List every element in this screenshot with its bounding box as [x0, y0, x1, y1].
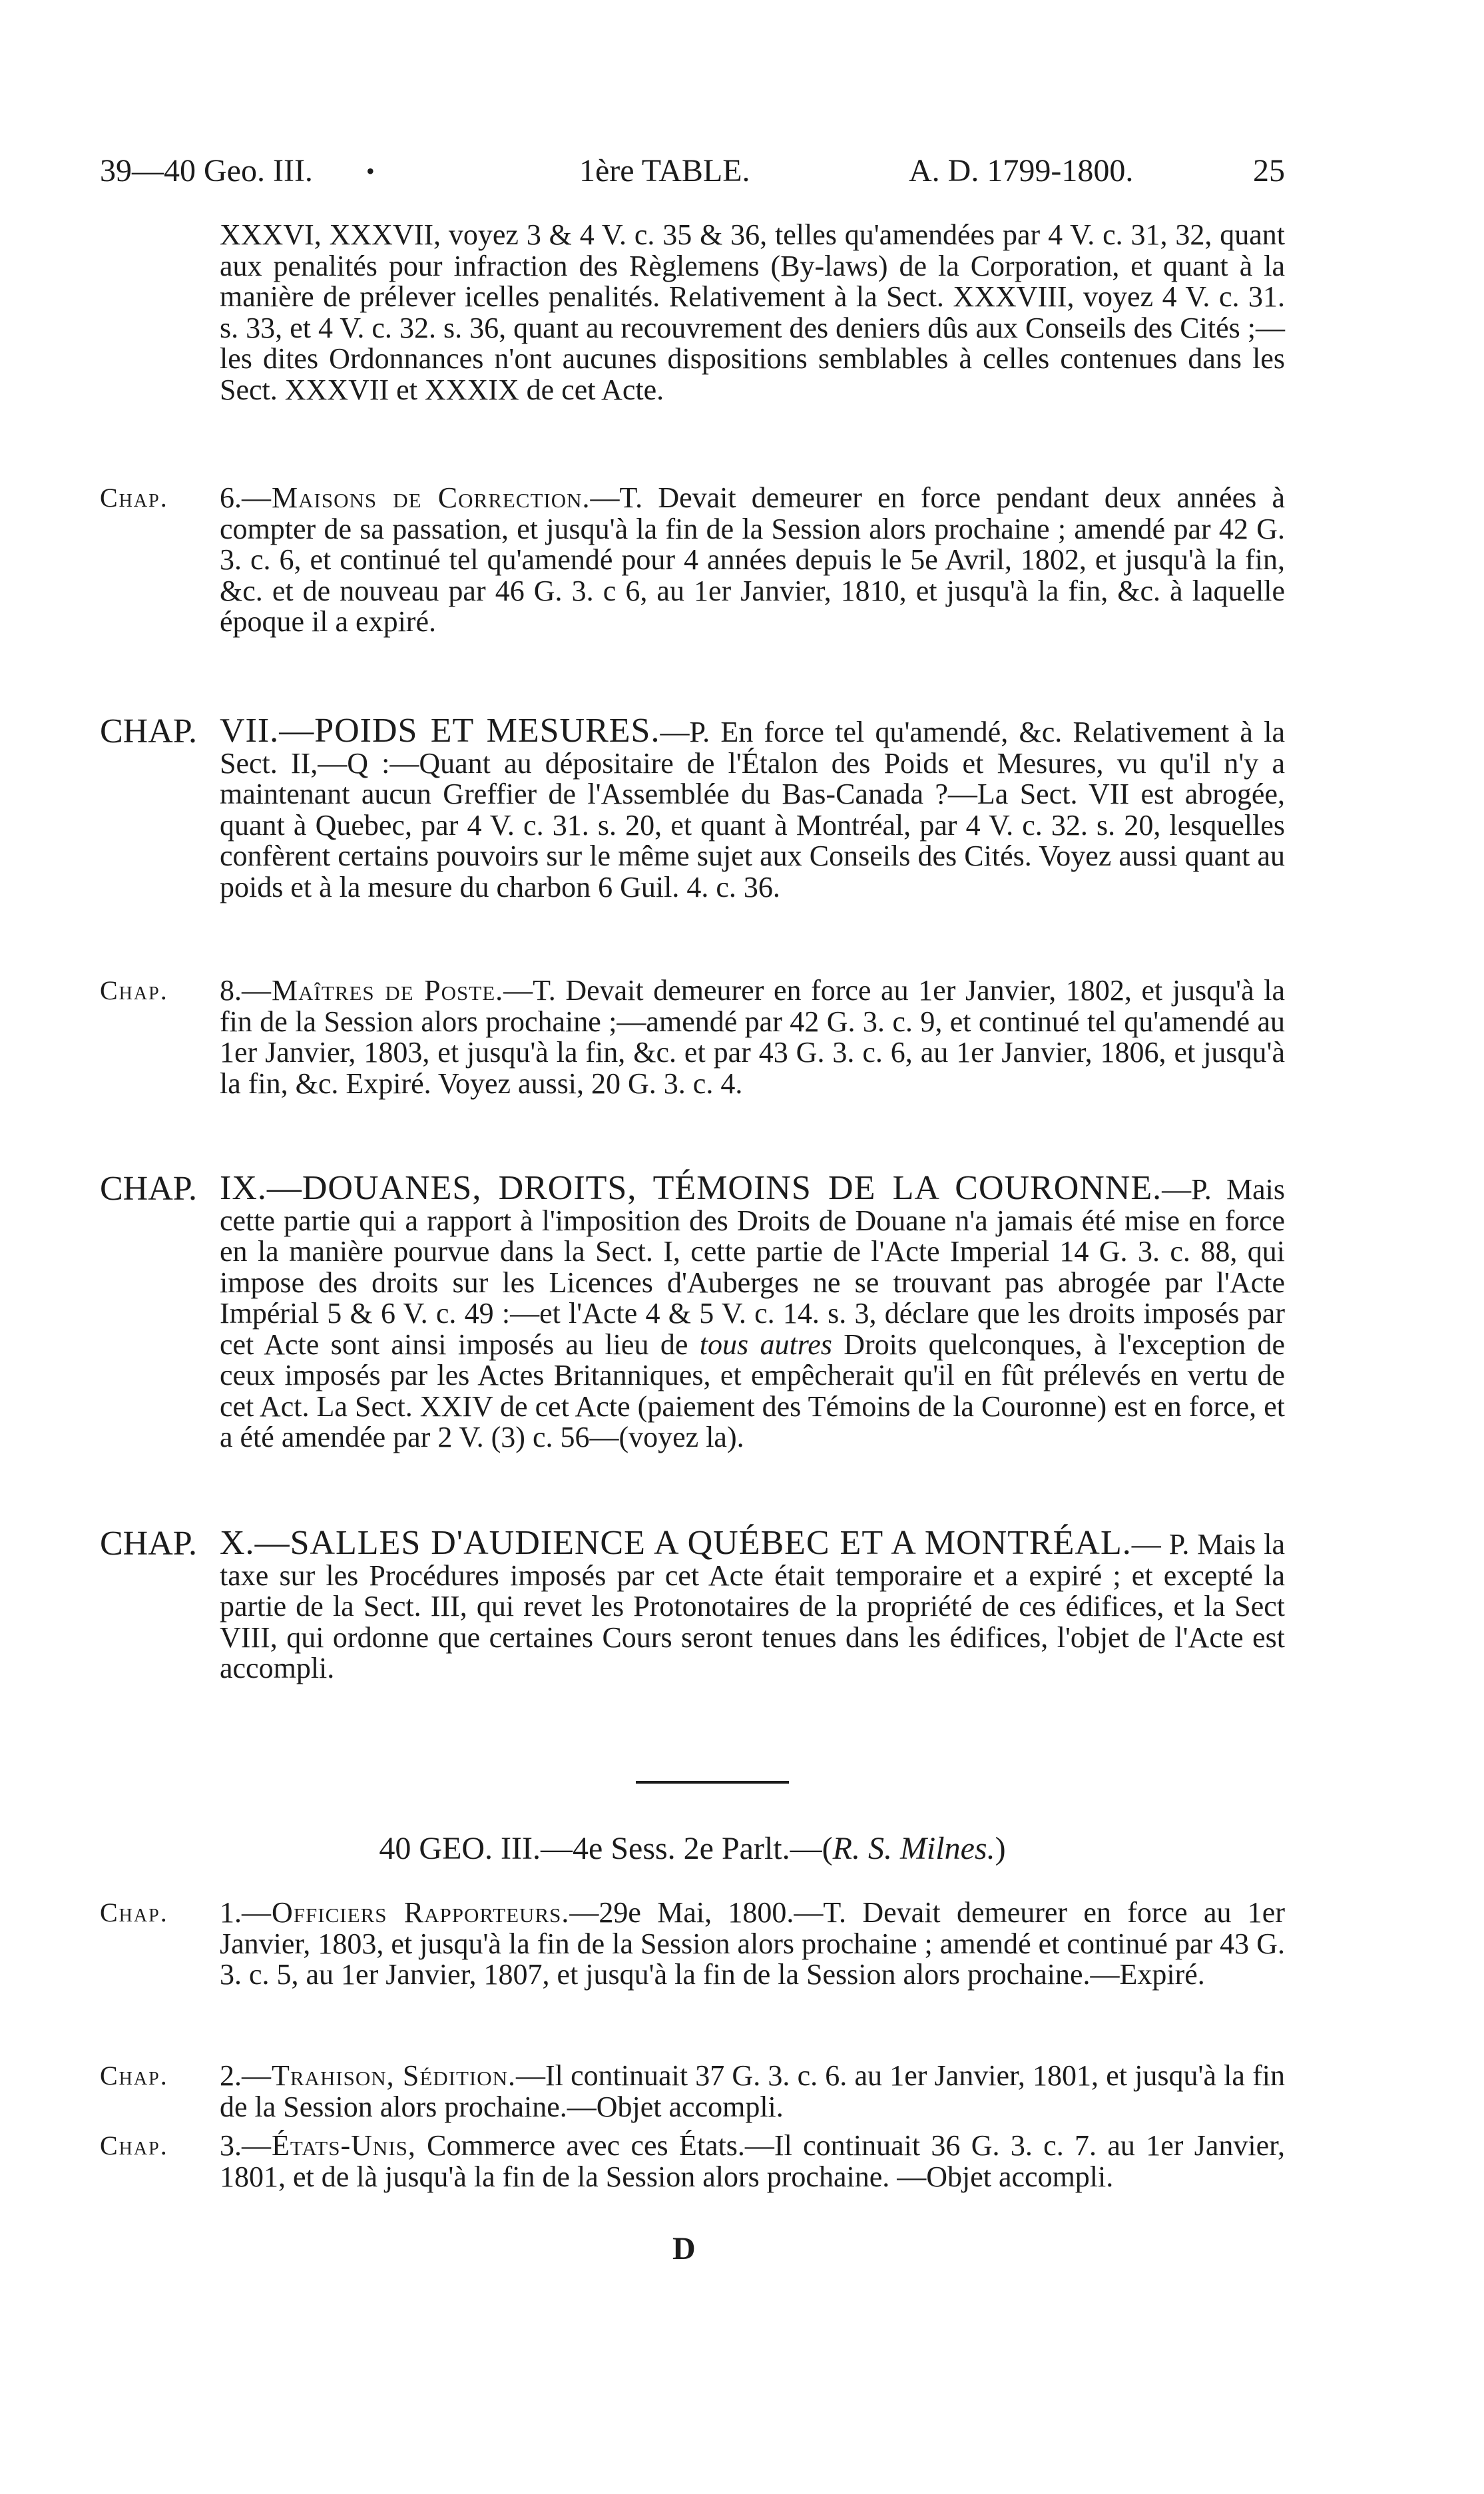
signature-mark: D [672, 2231, 696, 2266]
chapter-body [220, 1897, 1285, 1991]
chapter-label: CHAP. [100, 1525, 197, 1563]
chapter-entry [100, 483, 1285, 638]
chapter-title: —Maîtres de Poste. [242, 974, 504, 1007]
session-close: ) [995, 1831, 1006, 1866]
running-header [100, 148, 1285, 194]
chapter-entry [100, 2130, 1285, 2192]
chapter-number: X. [220, 1524, 255, 1562]
chapter-text-continued: Droits quelconques, à l'exception de ceux imposés par les Actes Britanniques, et empêcherait qu'il en fût prélevés en vertu de cet Act. La Sect. XXIV de cet Acte (paiement des Témoins de la Couronne) est en force, et a été amendée par 2 V. (3) c. 56—(voyez la). [220, 1328, 1285, 1453]
session-title: 40 GEO. III.—4e Sess. 2e Parlt.—( [379, 1831, 833, 1866]
chapter-number: 8. [220, 974, 242, 1007]
chapter-entry [100, 975, 1285, 1099]
chapter-text: —P. En force tel qu'amendé, &c. Relativement à la Sect. II,—Q :—Quant au dépositaire de l'Étalon des Poids et Mesures, vu qu'il n'y a maintenant aucun Greffier de l'Assemblée du Bas-Canada ?—La Sect. VII est abrogée, quant à Quebec, par 4 V. c. 31. s. 20, et quant à Montréal, par 4 V. c. 32. s. 20, lesquelles confèrent certains pouvoirs sur le même sujet aux Conseils des Cités. Voyez aussi quant au poids et à la mesure du charbon 6 Guil. 4. c. 36. [220, 716, 1285, 903]
chapter-text: —T. Devait demeurer en force pendant deux années à compter de sa passation, et jusqu'à la fin de la Session alors prochaine ; amendé par 42 G. 3. c. 6, et continué tel qu'amendé pour 4 années depuis le 5e Avril, 1802, et jusqu'à la fin, &c. et de nouveau par 46 G. 3. c 6, au 1er Janvier, 1810, et jusqu'à la fin, &c. à laquelle époque il a expiré. [220, 481, 1285, 638]
header-title: 1ère TABLE. [579, 153, 750, 188]
chapter-title: —Officiers Rapporteurs. [242, 1896, 570, 1929]
chapter-title: —États-Unis, [242, 2129, 416, 2162]
page-number: 25 [1253, 153, 1285, 188]
chapter-title: —SALLES D'AUDIENCE A QUÉBEC ET A MONTRÉAL. [254, 1524, 1132, 1562]
header-date: A. D. 1799-1800. [909, 153, 1134, 188]
chapter-body [220, 712, 1285, 903]
session-heading [100, 1829, 1285, 1869]
chapter-label: Chap. [100, 2130, 168, 2160]
section-divider [636, 1781, 789, 1784]
chapter-text: —Il continuait 37 G. 3. c. 6. au 1er Janvier, 1801, et jusqu'à la fin de la Session alors prochaine.—Objet accompli. [220, 2059, 1285, 2123]
continuation-text: XXXVI, XXXVII, voyez 3 & 4 V. c. 35 & 36, telles qu'amendées par 4 V. c. 31, 32, quant aux penalités pour infraction des Règlemens (By-laws) de la Corporation, et quant à la manière de prélever icelles penalités. Relativement à la Sect. XXXVIII, voyez 4 V. c. 31. s. 33, et 4 V. c. 32. s. 36, quant au recouvrement des deniers dûs aux Conseils des Cités ;—les dites Ordonnances n'ont aucunes dispositions semblables à celles contenues dans les Sect. XXXVII et XXXIX de cet Acte. [220, 218, 1285, 406]
chapter-body [220, 2130, 1285, 2192]
chapter-title: —Maisons de Correction. [242, 481, 591, 514]
chapter-text: Commerce avec ces États.—Il continuait 36 G. 3. c. 7. au 1er Janvier, 1801, et de là jusqu'à la fin de la Session alors prochaine. —Objet accompli. [220, 2129, 1285, 2193]
chapter-entry [100, 712, 1285, 903]
chapter-number: 2. [220, 2059, 242, 2092]
session-governor: R. S. Milnes. [832, 1831, 995, 1866]
chapter-label: CHAP. [100, 1170, 197, 1208]
chapter-entry [100, 1524, 1285, 1684]
chapter-label: Chap. [100, 483, 168, 513]
chapter-body [220, 2061, 1285, 2122]
chapter-text: —T. Devait demeurer en force au 1er Janvier, 1802, et jusqu'à la fin de la Session alors prochaine ;—amendé par 42 G. 3. c. 9, et continué tel qu'amendé au 1er Janvier, 1803, et jusqu'à la fin, &c. et par 43 G. 3. c. 6, au 1er Janvier, 1806, et jusqu'à la fin, &c. Expiré. Voyez aussi, 20 G. 3. c. 4. [220, 974, 1285, 1100]
chapter-number: 1. [220, 1896, 242, 1929]
chapter-label: Chap. [100, 2061, 168, 2091]
chapter-label: CHAP. [100, 712, 197, 750]
chapter-body [220, 483, 1285, 638]
chapter-text: —29e Mai, 1800.—T. Devait demeurer en force au 1er Janvier, 1803, et jusqu'à la fin de la Session alors prochaine ; amendé et continué par 43 G. 3. c. 5, au 1er Janvier, 1807, et jusqu'à la fin de la Session alors prochaine.—Expiré. [220, 1896, 1285, 1991]
chapter-body [220, 1524, 1285, 1684]
chapter-number: VII. [220, 712, 280, 750]
chapter-entry [100, 1897, 1285, 1991]
chapter-number: 6. [220, 481, 242, 514]
continuation-entry [100, 220, 1285, 405]
chapter-title: —Trahison, Sédition. [242, 2059, 517, 2092]
chapter-text: —P. Mais cette partie qui a rapport à l'imposition des Droits de Douane n'a jamais été mise en force en la manière pourvue dans la Sect. I, cette partie de l'Acte Imperial 14 G. 3. c. 88, qui impose des droits sur les Licences d'Auberges ne se trouvant pas abrogée par l'Acte Impérial 5 & 6 V. c. 49 :—et l'Acte 4 & 5 V. c. 14. s. 3, déclare que les droits imposés par cet Acte sont ainsi imposés au lieu de [220, 1173, 1286, 1361]
chapter-text-italic: tous autres [699, 1328, 832, 1361]
chapter-label: Chap. [100, 1897, 168, 1927]
chapter-title: —DOUANES, DROITS, TÉMOINS DE LA COURONNE. [266, 1169, 1162, 1207]
chapter-entry [100, 1169, 1286, 1453]
header-regnal-year: 39—40 Geo. III. [100, 153, 313, 188]
chapter-body [220, 975, 1285, 1099]
chapter-label: Chap. [100, 975, 168, 1005]
chapter-number: IX. [220, 1169, 267, 1207]
chapter-number: 3. [220, 2129, 242, 2162]
chapter-entry [100, 2061, 1285, 2122]
chapter-title: —POIDS ET MESURES. [279, 712, 660, 750]
chapter-body [220, 1169, 1286, 1453]
chapter-text: — P. Mais la taxe sur les Procédures imposés par cet Acte était temporaire et a expiré ; et excepté la partie de la Sect. III, qui revet les Protonotaires de la propriété de ces édifices, et la Sect VIII, qui ordonne que certaines Cours seront tenues dans les édifices, l'objet de l'Acte est accompli. [220, 1528, 1285, 1684]
header-ornament: • [366, 158, 375, 184]
